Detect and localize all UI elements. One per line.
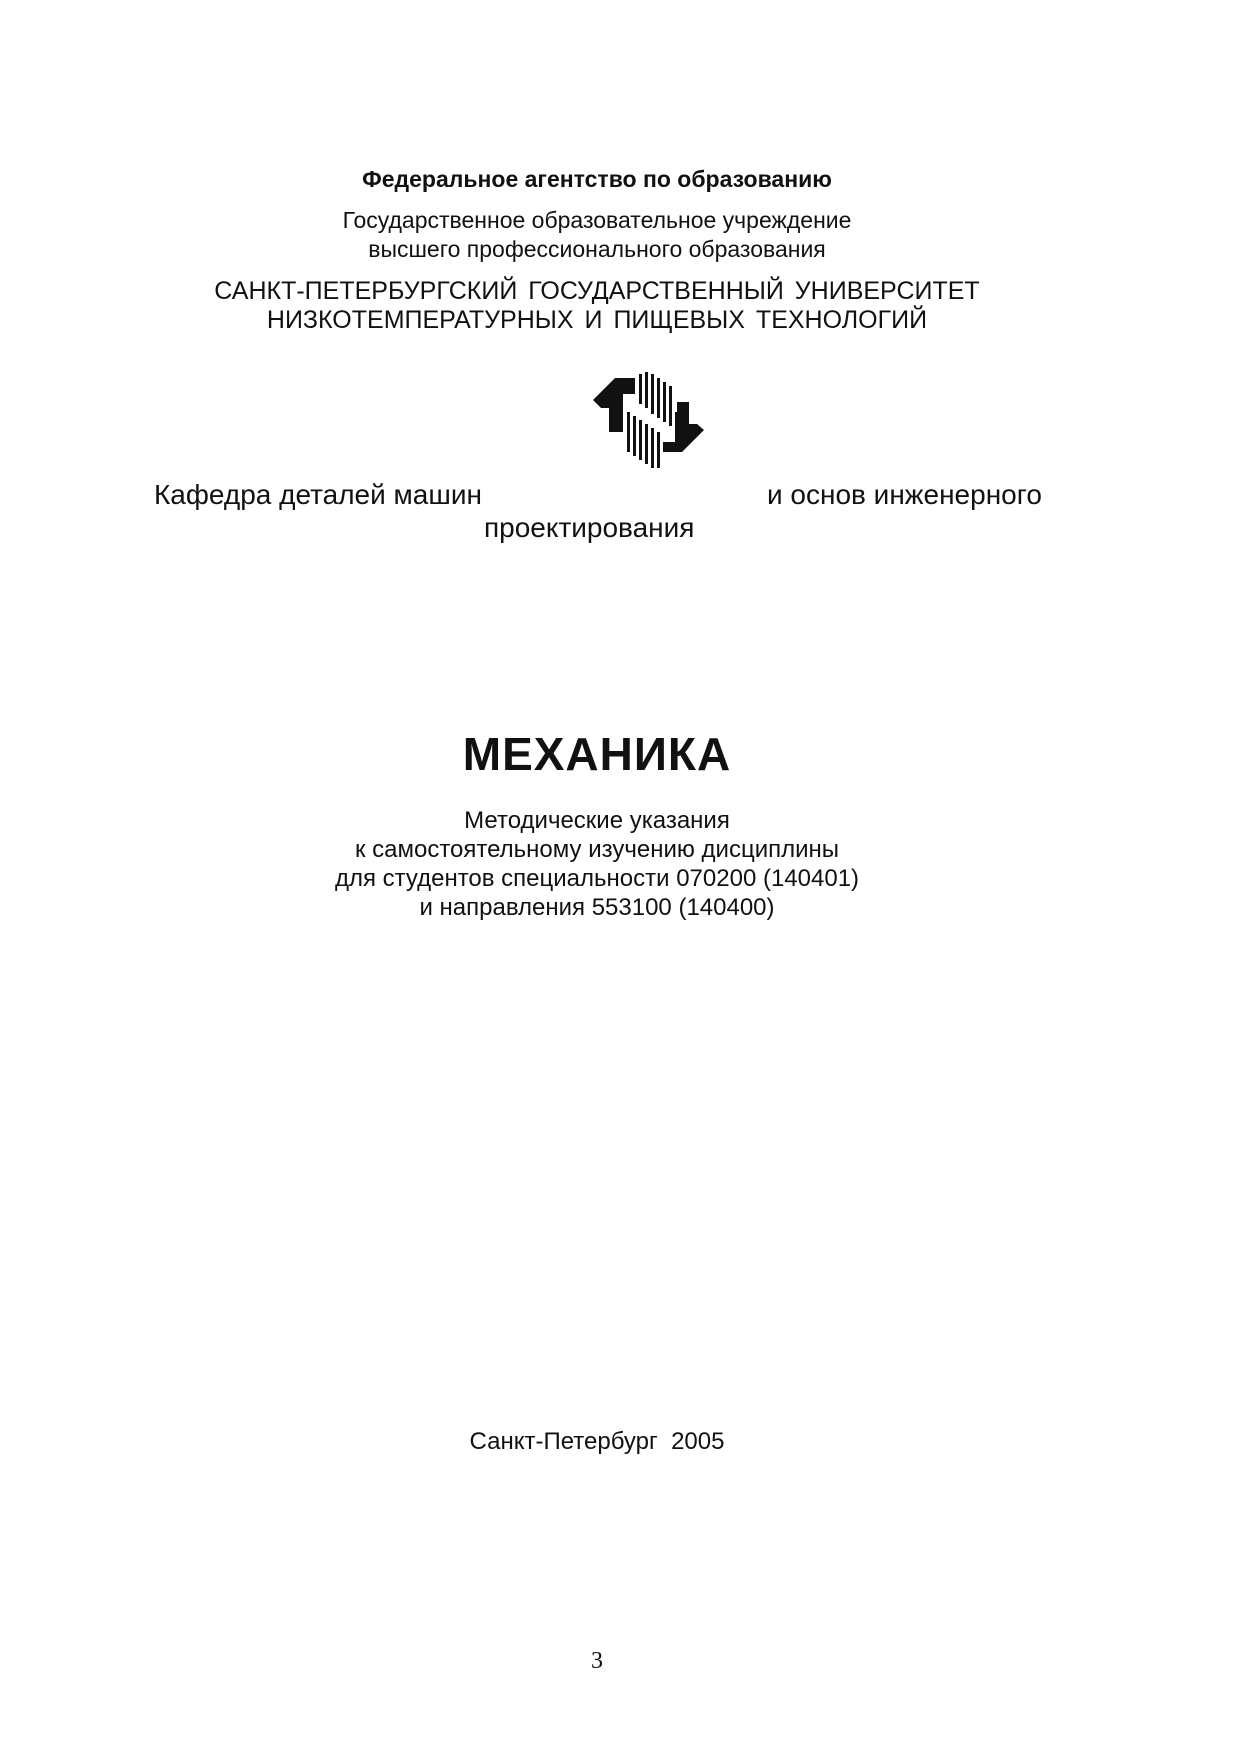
department-name-part-2: и основ инженерного: [767, 479, 1042, 510]
university-emblem-icon: [593, 372, 704, 470]
institution-type-line-1: Государственное образовательное учреждение: [342, 207, 852, 233]
publication-place-year: Санкт-Петербург 2005: [469, 1428, 725, 1455]
subtitle-line-2: к самостоятельному изучению дисциплины: [354, 836, 840, 863]
department-name-part-3: проектирования: [484, 512, 695, 543]
agency-name: Федеральное агентство по образованию: [362, 166, 832, 192]
subtitle-line-3: для студентов специальности 070200 (140401): [334, 865, 860, 892]
university-name-line-2: НИЗКОТЕМПЕРАТУРНЫХ И ПИЩЕВЫХ ТЕХНОЛОГИЙ: [266, 306, 928, 334]
institution-type-line-2: высшего профессионального образования: [368, 236, 826, 262]
university-name-line-1: САНКТ-ПЕТЕРБУРГСКИЙ ГОСУДАРСТВЕННЫЙ УНИВЕРСИТЕТ: [214, 277, 980, 305]
subtitle-line-4: и направления 553100 (140400): [419, 894, 775, 921]
page-number: 3: [591, 1648, 603, 1674]
department-name-part-1: Кафедра деталей машин: [154, 479, 482, 510]
subtitle-line-1: Методические указания: [464, 807, 730, 834]
document-title: МЕХАНИКА: [462, 728, 732, 780]
